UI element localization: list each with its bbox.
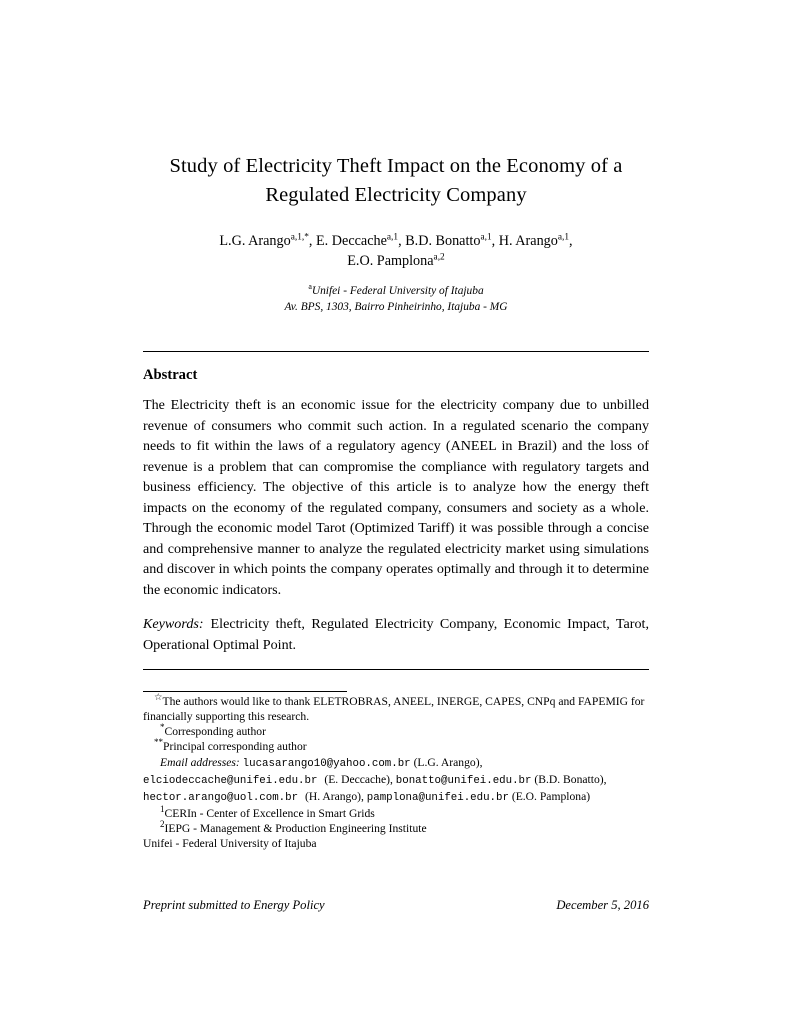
email-link-bonatto[interactable]: bonatto@unifei.edu.br [395,774,532,787]
footnote-corresponding-author [143,724,649,739]
email-owner-bonatto: (B.D. Bonatto), [534,772,607,786]
footnote-note-tail: Unifei - Federal University of Itajuba [143,837,317,851]
abstract-top-rule [143,351,649,352]
author-affil-mark-1: a,1,* [290,232,309,243]
footnote-number-2-mark: 2 [160,819,165,830]
footer-date: December 5, 2016 [556,898,649,912]
footnote-principal-text: Principal corresponding author [163,740,307,754]
affiliation-address: Av. BPS, 1303, Bairro Pinheirinho, Itajuba - MG [284,300,508,313]
email-owner-arango-lg: (L.G. Arango), [413,755,483,769]
author-sep-4: , [569,233,573,249]
email-owner-arango-h: (H. Arango), [304,789,364,803]
abstract-bottom-rule [143,669,649,670]
footnote-star-icon: ☆ [154,693,163,704]
page-footer [143,898,649,913]
email-link-deccache[interactable]: elciodeccache@unifei.edu.br [143,774,318,787]
footnote-email-addresses [143,755,649,806]
footer-submission-note: Preprint submitted to Energy Policy [143,898,325,912]
footnote-principal-author [143,739,649,754]
email-link-arango-h[interactable]: hector.arango@uol.com.br [143,791,299,804]
keywords-block [143,614,649,655]
footnote-acknowledgement [143,694,649,724]
author-sep-1: , E. Deccache [308,233,387,249]
footnote-asterisk-icon: * [160,722,165,733]
footnote-acknowledgement-text: The authors would like to thank ELETROBRAS, ANEEL, INERGE, CAPES, CNPq and FAPEMIG for financially supporting this research. [143,695,645,724]
author-sep-3: , H. Arango [491,233,558,249]
abstract-body: The Electricity theft is an economic issue for the electricity company due to unbilled revenue of consumers who commit such action. In a regulated scenario the company needs to fit within the laws of a regulatory agency (ANEEL in Brazil) and the loss of revenue is a problem that can compromise the compliance with regulatory targets and business efficiency. The objective of this article is to analyze how the energy theft impacts on the economy of the regulated company, consumers and society as a whole. Through the economic model Tarot (Optimized Tariff) it was possible through a concise and comprehensive manner to analyze the regulated electricity market using simulations and discover in which points the company operates optimally and through it to determine the economic indicators. [143,397,649,598]
email-owner-deccache: (E. Deccache), [324,772,393,786]
footnote-note-1-text: CERIn - Center of Excellence in Smart Grids [164,806,375,820]
author-sep-2: , B.D. Bonatto [398,233,481,249]
affiliation-institution: Unifei - Federal University of Itajuba [311,285,484,297]
email-owner-pamplona: (E.O. Pamplona) [511,789,591,803]
author-name-arango-lg: L.G. Arango [219,233,291,249]
author-affil-mark-4: a,1 [557,232,570,243]
footnote-corresponding-text: Corresponding author [164,725,266,739]
paper-page [143,0,649,1028]
keywords-label: Keywords: [143,616,204,633]
affiliation-block [143,284,649,315]
footnote-note-1 [143,803,649,821]
footnote-note-2-text: IEPG - Management & Production Engineering Institute [164,821,427,835]
author-affil-mark-5: a,2 [433,252,445,263]
footnote-double-asterisk-icon: ** [154,737,164,748]
footnote-note-2 [143,821,649,836]
footnote-block [143,691,649,851]
email-addresses-label: Email addresses: [160,755,240,769]
page-title: Study of Electricity Theft Impact on the Economy of a Regulated Electricity Company [169,155,623,206]
footnote-number-1-mark: 1 [160,803,165,814]
author-list [143,231,649,271]
email-link-arango-lg[interactable]: lucasarango10@yahoo.com.br [242,757,411,770]
affiliation-mark: a [308,282,312,292]
author-affil-mark-3: a,1 [480,232,492,243]
author-affil-mark-2: a,1 [386,232,399,243]
email-link-pamplona[interactable]: pamplona@unifei.edu.br [366,791,509,804]
keywords-text: Electricity theft, Regulated Electricity Company, Economic Impact, Tarot, Operational Optimal Point. [143,616,649,653]
footnote-separator-rule [143,691,347,692]
author-name-pamplona: E.O. Pamplona [347,253,434,269]
abstract-heading: Abstract [143,367,198,383]
